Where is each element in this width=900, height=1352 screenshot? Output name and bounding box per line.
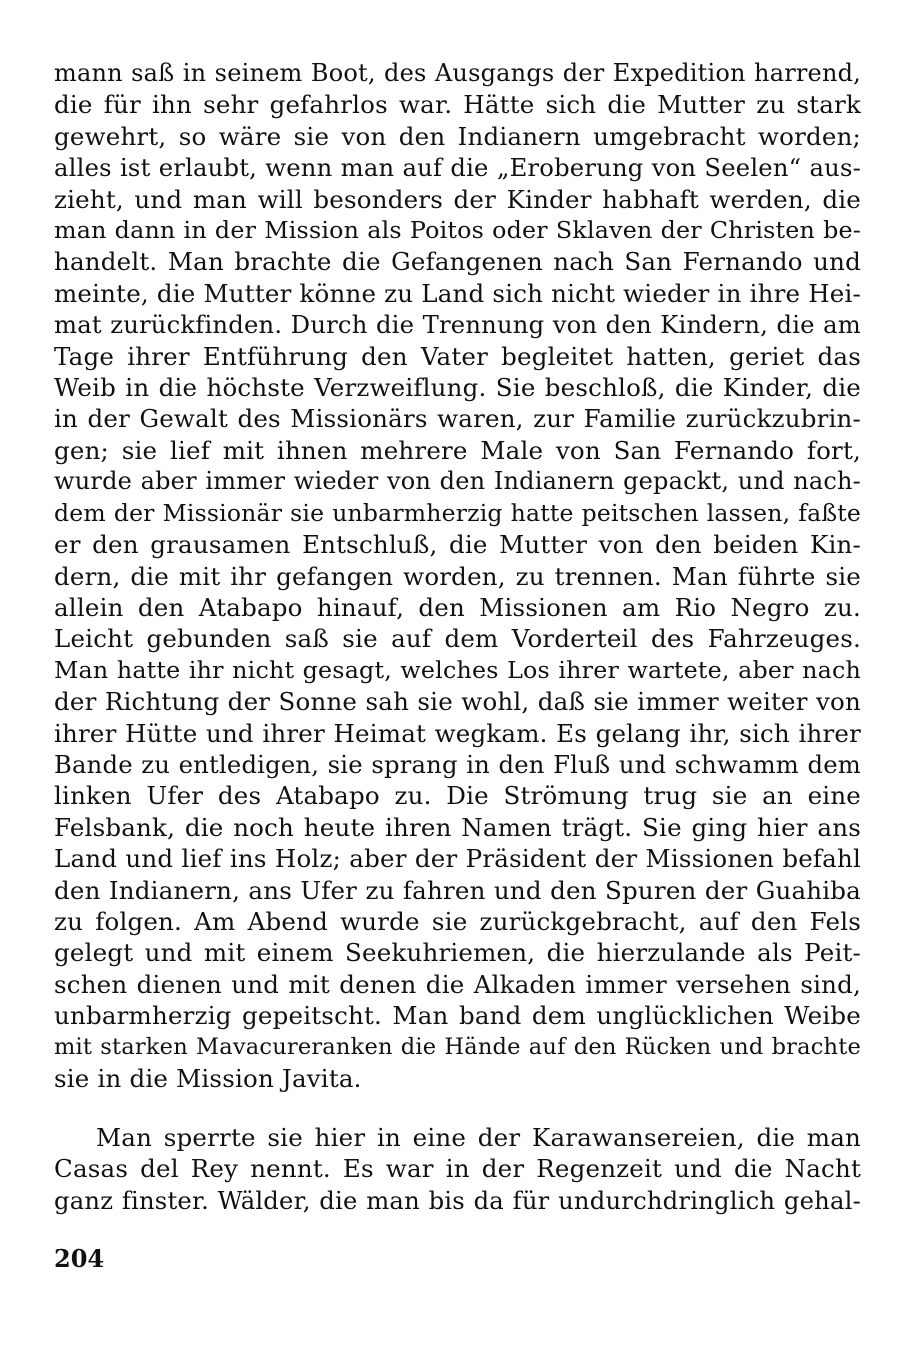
text-line: Leicht gebunden saß sie auf dem Vorderteil des Fahrzeuges.: [54, 624, 861, 654]
text-line: Tage ihrer Entführung den Vater begleitet hatten, geriet das: [54, 341, 861, 371]
text-line: mann saß in seinem Boot, des Ausgangs der Expedition harrend,: [54, 59, 861, 87]
text-line: gen; sie lief mit ihnen mehrere Male von San Fernando fort,: [54, 435, 861, 465]
text-line: man dann in der Mission als Poitos oder Sklaven der Christen be-: [54, 216, 861, 245]
text-line: er den grausamen Entschluß, die Mutter von den beiden Kin-: [54, 530, 861, 560]
text-line: mat zurückfinden. Durch die Trennung von den Kindern, die am: [54, 310, 861, 340]
page-number: 204: [54, 1244, 105, 1273]
text-line: Land und lief ins Holz; aber der Präsident der Missionen befahl: [54, 844, 861, 874]
text-line: zu folgen. Am Abend wurde sie zurückgebracht, auf den Fels: [54, 906, 861, 936]
text-line: dern, die mit ihr gefangen worden, zu trennen. Man führte sie: [54, 561, 861, 591]
text-line: handelt. Man brachte die Gefangenen nach San Fernando und: [54, 247, 861, 277]
text-line: meinte, die Mutter könne zu Land sich nicht wieder in ihre Hei-: [54, 278, 861, 308]
text-line: linken Ufer des Atabapo zu. Die Strömung trug sie an eine: [54, 781, 861, 811]
text-line: allein den Atabapo hinauf, den Missionen am Rio Negro zu.: [54, 592, 861, 622]
text-line: gelegt und mit einem Seekuhriemen, die hierzulande als Peit-: [54, 938, 861, 968]
text-line: gewehrt, so wäre sie von den Indianern umgebracht worden;: [54, 121, 861, 151]
text-line: dem der Missionär sie unbarmherzig hatte peitschen lassen, faßte: [54, 498, 861, 527]
text-line: wurde aber immer wieder von den Indianern gepackt, und nach-: [54, 467, 861, 496]
text-line: mit starken Mavacureranken die Hände auf den Rücken und brachte: [54, 1033, 861, 1060]
text-line: Man hatte ihr nicht gesagt, welches Los ihrer wartete, aber nach: [54, 655, 861, 684]
text-line: zieht, und man will besonders der Kinder habhaft werden, die: [54, 184, 861, 214]
text-line: alles ist erlaubt, wenn man auf die „Eroberung von Seelen“ aus-: [54, 153, 861, 183]
text-line: ganz finster. Wälder, die man bis da für undurchdringlich gehal-: [54, 1185, 861, 1215]
text-line: Bande zu entledigen, sie sprang in den Fluß und schwamm dem: [54, 749, 861, 779]
paragraph-1: [54, 58, 861, 1094]
text-line: den Indianern, ans Ufer zu fahren und den Spuren der Guahiba: [54, 875, 861, 905]
paragraph-2: [54, 1122, 861, 1216]
text-line: sie in die Mission Javita.: [54, 1064, 362, 1093]
text-line: in der Gewalt des Missionärs waren, zur Familie zurückzubrin-: [54, 404, 861, 434]
text-line: unbarmherzig gepeitscht. Man band dem unglücklichen Weibe: [54, 1001, 861, 1031]
text-line: die für ihn sehr gefahrlos war. Hätte sich die Mutter zu stark: [54, 90, 861, 120]
text-line: der Richtung der Sonne sah sie wohl, daß sie immer weiter von: [54, 687, 861, 717]
text-line: Weib in die höchste Verzweiflung. Sie beschloß, die Kinder, die: [54, 373, 861, 403]
text-line: ihrer Hütte und ihrer Heimat wegkam. Es gelang ihr, sich ihrer: [54, 718, 861, 748]
text-line: Casas del Rey nennt. Es war in der Regenzeit und die Nacht: [54, 1154, 861, 1184]
text-line: Man sperrte sie hier in eine der Karawansereien, die man: [96, 1123, 861, 1152]
text-line: schen dienen und mit denen die Alkaden immer versehen sind,: [54, 969, 861, 999]
text-line: Felsbank, die noch heute ihren Namen trägt. Sie ging hier ans: [54, 812, 861, 842]
